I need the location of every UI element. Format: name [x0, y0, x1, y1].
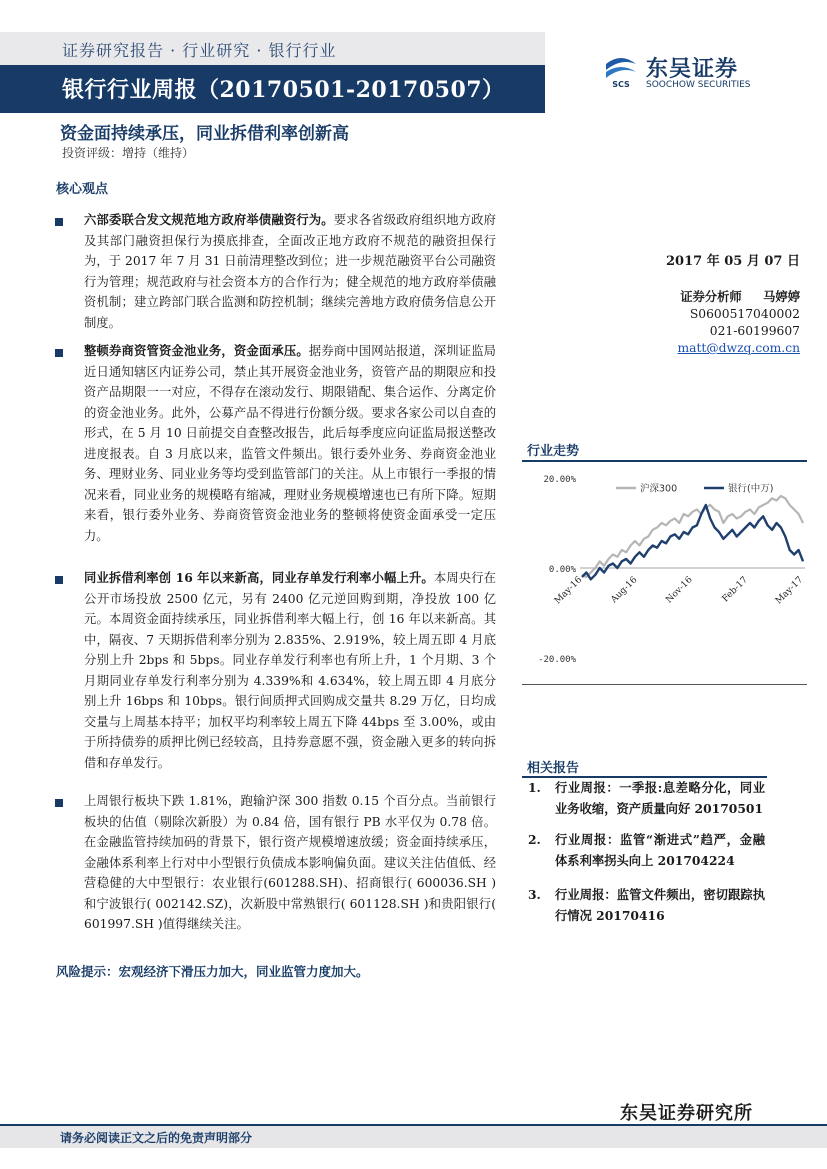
x-tick-label: Nov-16 — [664, 575, 695, 606]
bullet-square-icon — [55, 218, 63, 226]
related-num: 2. — [528, 832, 541, 847]
analyst-phone: 021-60199607 — [709, 324, 800, 338]
x-tick-label: Aug-16 — [609, 575, 640, 606]
point-text: 要求各省级政府组织地方政府及其部门融资担保行为摸底排查，全面改正地方政府不规范的融资担保行为，于 2017 年 7 月 31 日前清理整改到位；进一步规范融资平台公司融资行为管理；规范政府与社会资本方的合作行为；健全规范的地方政府举债融资机制；建立跨部门联合监测和防控机制；继续完善地方政府债务信息公开制度。 — [84, 213, 496, 330]
bullet-square-icon — [55, 799, 63, 807]
related-reports-heading: 相关报告 — [527, 761, 580, 776]
point-3 — [84, 568, 496, 773]
industry-trend-chart — [520, 462, 807, 684]
related-text: 行业周报：监管“渐进式”趋严，金融体系利率拐头向上 201704224 — [555, 832, 765, 868]
legend-label-2: 银行(中万) — [728, 483, 774, 495]
x-tick-label: Feb-17 — [720, 575, 750, 605]
chart-bottom-border — [522, 684, 807, 685]
point-2 — [84, 341, 496, 546]
footer-institute: 东吴证券研究所 — [620, 1103, 753, 1124]
point-text: 本周央行在公开市场投放 2500 亿元，另有 2400 亿元逆回购到期，净投放 100 亿元。本周资金面持续承压，同业拆借利率大幅上行，创 16 年以来新高。其中，隔夜、7 天期拆借利率分别为 2.835%、2.919%，较上周五即 4 月底分别上升 2bps 和 5bps。同业存单发行利率也有所上升，1 个月期、3 个月期同业存单发行利率分别为 4.339%和 4.634%，较上周五即 4 月底分别上升 16bps 和 10bps。银行间质押式回购成交量共 8.29 万亿，日均成交量与上周基本持平；加权平均利率较上周五下降 44bps 至 3.00%，或由于所持债券的质押比例已经较高，且持券意愿不强，资金融入更多的转向拆借和存单发行。 — [84, 571, 496, 770]
y-tick-label: 20.00% — [543, 475, 576, 485]
analyst-line — [520, 288, 800, 307]
footer-disclaimer: 请务必阅读正文之后的免责声明部分 — [60, 1131, 253, 1145]
legend-label-1: 沪深300 — [640, 483, 678, 495]
header-category: 证券研究报告 · 行业研究 · 银行行业 — [62, 41, 337, 60]
bullet-square-icon — [55, 349, 63, 357]
related-text: 行业周报：一季报:息差略分化，同业业务收缩，资产质量向好 20170501 — [555, 780, 765, 816]
point-lead: 六部委联合发文规范地方政府举债融资行为。 — [84, 212, 334, 227]
trend-heading: 行业走势 — [527, 444, 580, 459]
related-text: 行业周报：监管文件频出，密切跟踪执行情况 20170416 — [555, 887, 765, 923]
point-text: 上周银行板块下跌 1.81%，跑输沪深 300 指数 0.15 个百分点。当前银行板块的估值（剔除次新股）为 0.84 倍，国有银行 PB 水平仅为 0.78 倍。在金融监管持续加码的背景下，银行资产规模增速放缓；资金面持续承压，金融体系利率上行对中小型银行负债成本影响偏负面。建议关注估值低、经营稳健的大中型银行：农业银行(601288.SH)、招商银行( 600036.SH )和宁波银行( 002142.SZ)，次新股中常熟银行( 601128.SH )和贵阳银行( 601997.SH )值得继续关注。 — [84, 794, 496, 931]
point-text: 据券商中国网站报道，深圳证监局近日通知辖区内证券公司，禁止其开展资金池业务，资管产品的期限应和投资产品期限一一对应，不得存在滚动发行、期限错配、集合运作、分离定价的资金池业务。此外，公募产品不得进行份额分级。要求各家公司以自查的形式，在 5 月 10 日前提交自查整改报告，此后每季度应向证监局报送整改进度报表。自 3 月底以来，监管文件频出。银行委外业务、券商资金池业务、理财业务、同业业务等均受到监管部门的关注。从上市银行一季报的情况来看，同业业务的规模略有缩减，理财业务规模增速也已有所下降。短期来看，银行委外业务、券商资管资金池业务的整顿将使资金面承受一定压力。 — [84, 344, 496, 543]
soochow-logo — [602, 52, 772, 94]
risk-warning: 风险提示：宏观经济下滑压力加大，同业监管力度加大。 — [56, 964, 369, 979]
y-tick-label: -20.00% — [538, 655, 576, 665]
core-view-heading: 核心观点 — [56, 182, 109, 197]
scs-logo-icon — [602, 54, 640, 88]
x-tick-label: May-17 — [773, 575, 806, 607]
y-tick-label: 0.00% — [548, 565, 576, 575]
x-tick-label: May-16 — [552, 575, 585, 607]
related-num: 1. — [528, 780, 541, 795]
bullet-square-icon — [55, 576, 63, 584]
report-headline: 资金面持续承压，同业拆借利率创新高 — [60, 124, 349, 144]
point-1 — [84, 210, 496, 333]
logo-mark-text: SCS — [612, 80, 630, 88]
analyst-name: 马婷婷 — [763, 289, 800, 304]
logo-name-cn: 东吴证券 — [646, 57, 739, 82]
point-4 — [84, 791, 496, 935]
analyst-label: 证券分析师 — [680, 289, 742, 304]
related-report-3[interactable] — [528, 885, 764, 927]
analyst-cert: S0600517040002 — [689, 307, 800, 321]
point-lead: 整顿券商资管资金池业务，资金面承压。 — [84, 343, 309, 358]
logo-name-en: SOOCHOW SECURITIES — [646, 80, 751, 90]
related-report-2[interactable] — [528, 830, 764, 892]
investment-rating: 投资评级：增持（维持） — [62, 146, 195, 160]
report-date: 2017 年 05 月 07 日 — [666, 254, 800, 269]
related-num: 3. — [528, 887, 541, 902]
analyst-email-link[interactable]: matt@dwzq.com.cn — [677, 341, 800, 355]
point-lead: 同业拆借利率创 16 年以来新高，同业存单发行利率小幅上升。 — [84, 570, 434, 585]
report-title: 银行行业周报（20170501-20170507） — [62, 77, 505, 103]
